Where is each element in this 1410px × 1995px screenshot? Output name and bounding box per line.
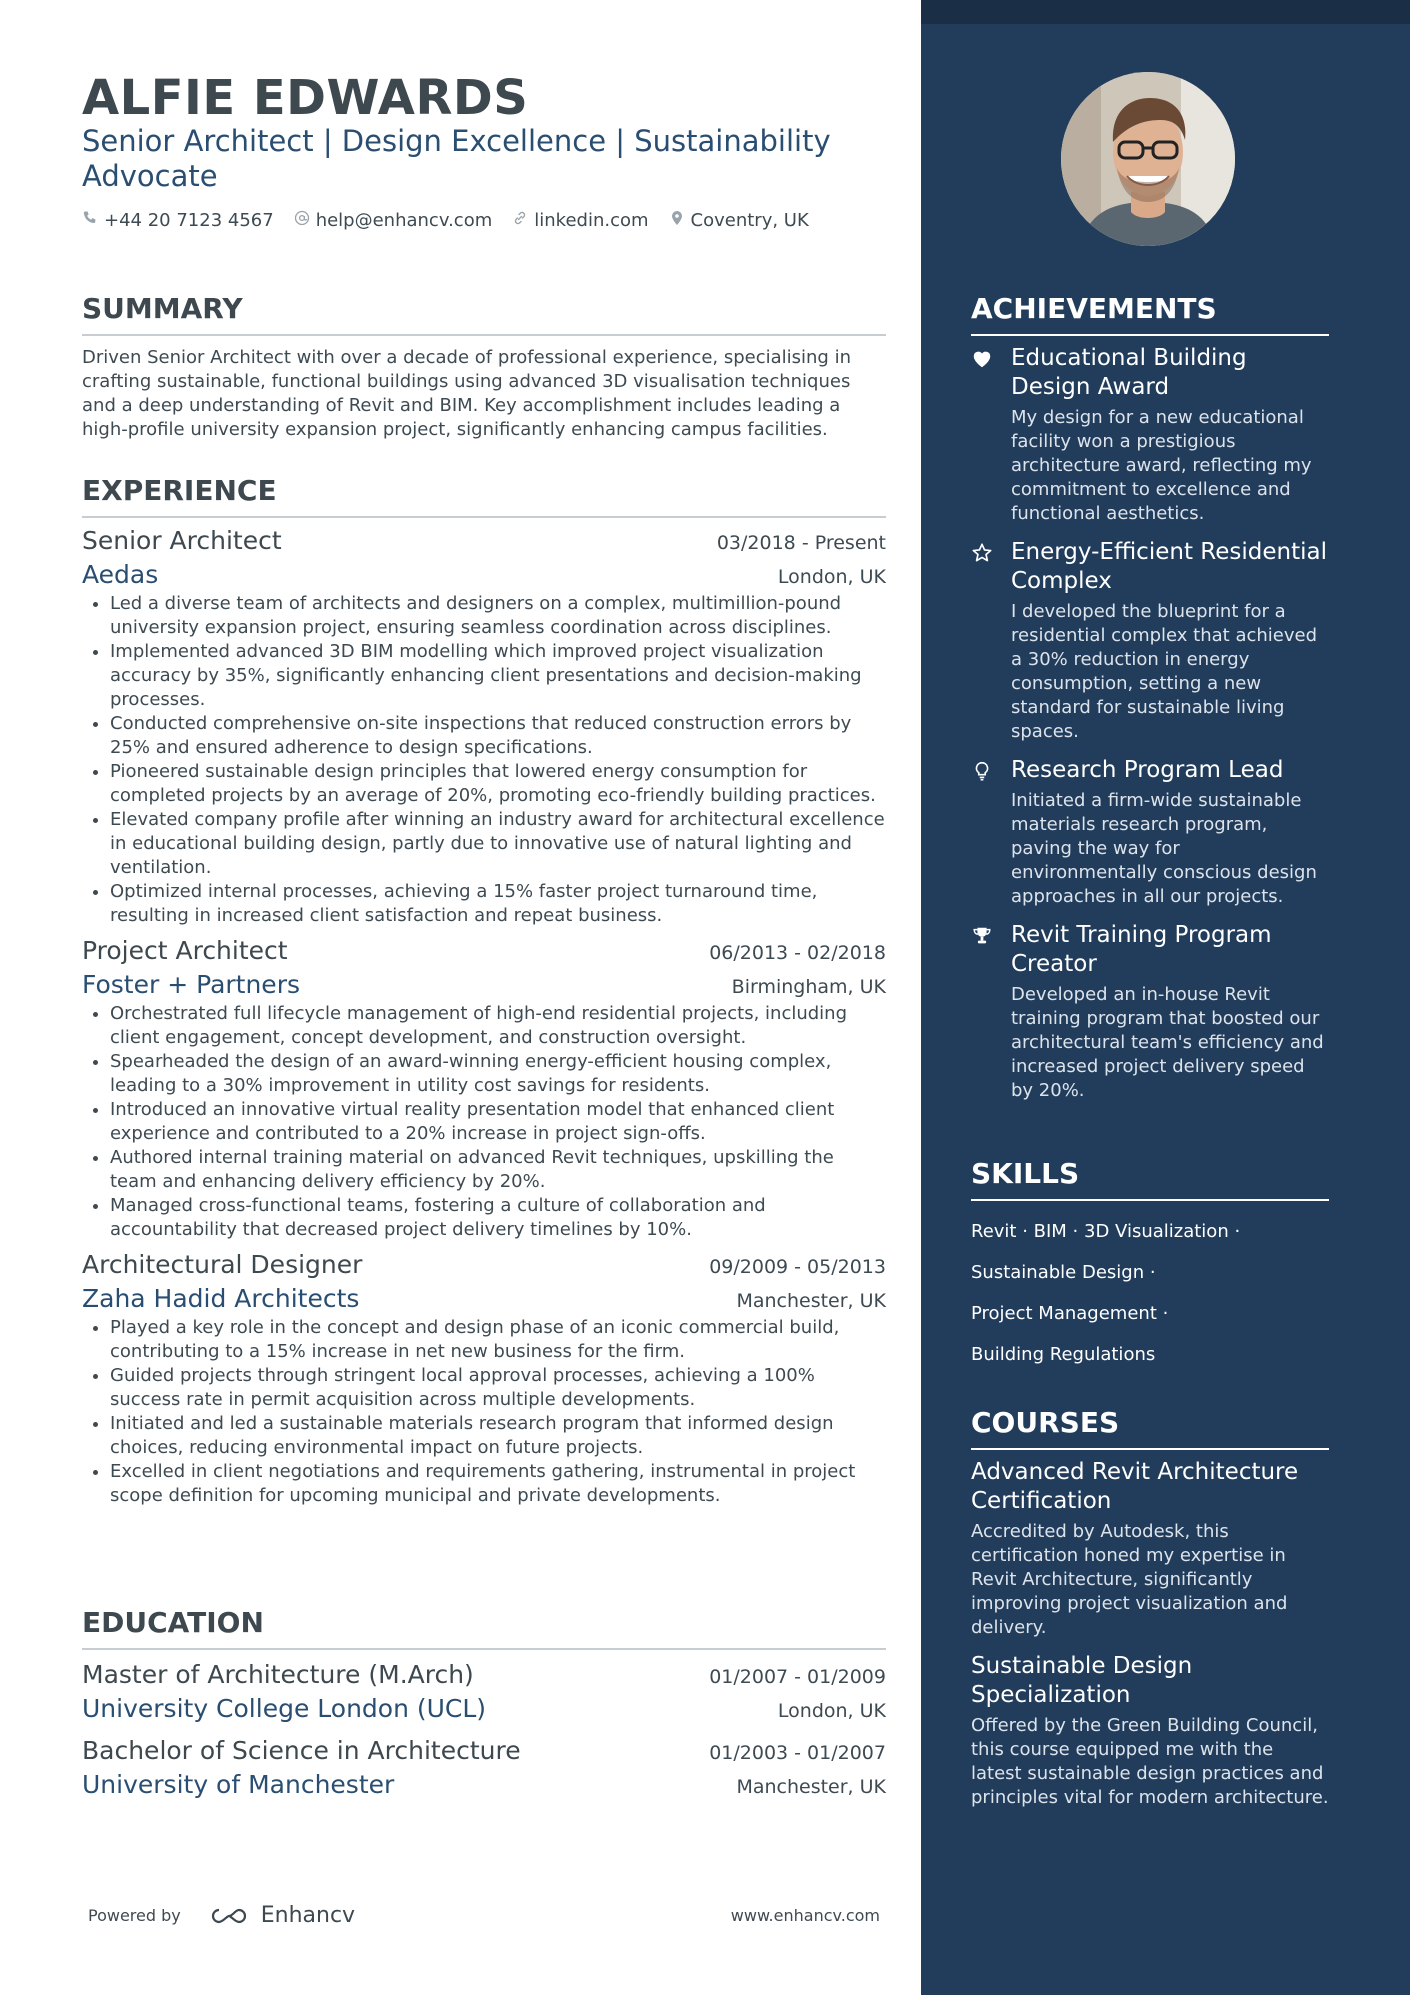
- job-bullets: [82, 1002, 886, 1242]
- job-location: Birmingham, UK: [731, 976, 886, 998]
- enhancv-logo[interactable]: [205, 1903, 355, 1928]
- sidebar: [921, 0, 1410, 1995]
- job-bullets: [82, 592, 886, 928]
- course-item: [971, 1458, 1329, 1640]
- sidebar-top-bar: [921, 0, 1410, 24]
- achievement-item: [971, 344, 1329, 526]
- courses-section: [971, 1406, 1329, 1810]
- skill-line: Project Management ·: [971, 1303, 1169, 1324]
- job-bullet: • Implemented advanced 3D BIM modelling which improved project visualization accuracy by 35%, significantly enhancing client presentations and decision-making processes.: [110, 640, 886, 712]
- job-bullet: • Authored internal training material on advanced Revit techniques, upskilling the team and enhancing delivery efficiency by 20%.: [110, 1146, 886, 1194]
- powered-by-label: Powered by: [88, 1906, 181, 1925]
- summary-text: Driven Senior Architect with over a decade of professional experience, specialising in crafting sustainable, functional buildings using advanced 3D visualisation techniques and a deep understanding of Revit and BIM. Key accomplishment includes leading a high-profile university expansion project, significantly enhancing campus facilities.: [82, 347, 851, 440]
- education-title: EDUCATION: [82, 1606, 886, 1650]
- job-dates: 06/2013 - 02/2018: [709, 942, 886, 964]
- experience-section: [82, 474, 886, 1508]
- course-item: [971, 1652, 1329, 1810]
- achievements-section: [971, 292, 1329, 1103]
- job-title: Senior Architect: [82, 526, 282, 555]
- achievement-title: Energy-Efficient Residential Complex: [1011, 539, 1327, 594]
- job-bullet: • Initiated and led a sustainable materials research program that informed design choices, reducing environmental impact on future projects.: [110, 1412, 886, 1460]
- education-dates: 01/2003 - 01/2007: [709, 1742, 886, 1764]
- enhancv-logo-icon: [205, 1904, 253, 1928]
- achievement-description: Initiated a firm-wide sustainable materials research program, paving the way for environmentally conscious design approaches in all our projects.: [1011, 790, 1317, 907]
- email-text: help@enhancv.com: [315, 210, 493, 231]
- location-pin-icon: [669, 210, 685, 231]
- job-bullet: • Managed cross-functional teams, fostering a culture of collaboration and accountability that decreased project delivery timelines by 10%.: [110, 1194, 886, 1242]
- job-title: Project Architect: [82, 936, 288, 965]
- company-name: Aedas: [82, 560, 159, 589]
- summary-section: [82, 292, 886, 442]
- job-dates: 09/2009 - 05/2013: [709, 1256, 886, 1278]
- linkedin-text: linkedin.com: [534, 210, 649, 231]
- achievements-title: ACHIEVEMENTS: [971, 292, 1329, 336]
- degree: Bachelor of Science in Architecture: [82, 1736, 521, 1765]
- school-name: University College London (UCL): [82, 1694, 487, 1723]
- job-entry: [82, 524, 886, 928]
- job-bullet: • Led a diverse team of architects and designers on a complex, multimillion-pound university expansion project, ensuring seamless coordination across disciplines.: [110, 592, 886, 640]
- powered-by: [88, 1903, 355, 1928]
- job-bullet: • Guided projects through stringent local approval processes, achieving a 100% success rate in permit acquisition across multiple developments.: [110, 1364, 886, 1412]
- courses-title: COURSES: [971, 1406, 1329, 1450]
- contact-email[interactable]: [294, 210, 493, 231]
- school-location: London, UK: [777, 1700, 886, 1722]
- job-bullet: • Pioneered sustainable design principles that lowered energy consumption for completed projects by an average of 20%, promoting eco-friendly building practices.: [110, 760, 886, 808]
- footer: [88, 1903, 880, 1928]
- candidate-name: ALFIE EDWARDS: [82, 70, 529, 126]
- job-entry: [82, 934, 886, 1242]
- company-name: Foster + Partners: [82, 970, 300, 999]
- skill-line: Building Regulations: [971, 1344, 1156, 1365]
- job-bullet: • Orchestrated full lifecycle management of high-end residential projects, including client engagement, concept development, and construction oversight.: [110, 1002, 886, 1050]
- course-description: Offered by the Green Building Council, this course equipped me with the latest sustainable design practices and principles vital for modern architecture.: [971, 1715, 1329, 1808]
- contact-location: [669, 210, 809, 231]
- degree: Master of Architecture (M.Arch): [82, 1660, 474, 1689]
- trophy-icon: [971, 921, 997, 1103]
- job-dates: 03/2018 - Present: [716, 532, 886, 554]
- achievement-title: Revit Training Program Creator: [1011, 922, 1272, 977]
- course-title: Sustainable Design Specialization: [971, 1653, 1193, 1708]
- course-description: Accredited by Autodesk, this certification honed my expertise in Revit Architecture, significantly improving project visualization and delivery.: [971, 1521, 1288, 1638]
- skills-section: [971, 1157, 1329, 1375]
- education-entry: [82, 1658, 886, 1726]
- education-entry: [82, 1734, 886, 1802]
- job-bullet: • Excelled in client negotiations and requirements gathering, instrumental in project scope definition for upcoming municipal and private developments.: [110, 1460, 886, 1508]
- headline: Senior Architect | Design Excellence | Sustainability Advocate: [82, 124, 831, 193]
- location-text: Coventry, UK: [690, 210, 809, 231]
- company-name: Zaha Hadid Architects: [82, 1284, 360, 1313]
- skill-line: Sustainable Design ·: [971, 1262, 1156, 1283]
- achievement-description: My design for a new educational facility won a prestigious architecture award, reflecting my commitment to excellence and functional aesthetics.: [1011, 407, 1312, 524]
- job-bullet: • Conducted comprehensive on-site inspections that reduced construction errors by 25% and ensured adherence to design specifications.: [110, 712, 886, 760]
- job-bullet: • Optimized internal processes, achieving a 15% faster project turnaround time, resulting in increased client satisfaction and repeat business.: [110, 880, 886, 928]
- course-title: Advanced Revit Architecture Certification: [971, 1459, 1299, 1514]
- job-title: Architectural Designer: [82, 1250, 363, 1279]
- job-bullet: • Played a key role in the concept and design phase of an iconic commercial build, contributing to a 15% increase in net new business for the firm.: [110, 1316, 886, 1364]
- achievement-description: I developed the blueprint for a residential complex that achieved a 30% reduction in energy consumption, setting a new standard for sustainable living spaces.: [1011, 601, 1318, 742]
- at-icon: [294, 210, 310, 231]
- link-icon: [512, 210, 528, 231]
- phone-icon: [82, 210, 98, 231]
- achievement-title: Research Program Lead: [1011, 757, 1284, 783]
- job-location: Manchester, UK: [736, 1290, 886, 1312]
- experience-title: EXPERIENCE: [82, 474, 886, 518]
- school-name: University of Manchester: [82, 1770, 395, 1799]
- skills-title: SKILLS: [971, 1157, 1329, 1201]
- achievement-item: [971, 538, 1329, 744]
- achievement-item: [971, 921, 1329, 1103]
- contact-phone[interactable]: [82, 210, 274, 231]
- job-bullets: [82, 1316, 886, 1508]
- star-icon: [971, 538, 997, 744]
- education-section: [82, 1606, 886, 1802]
- contact-linkedin[interactable]: [512, 210, 648, 231]
- job-bullet: • Introduced an innovative virtual reality presentation model that enhanced client experience and contributed to a 20% increase in project sign-offs.: [110, 1098, 886, 1146]
- profile-photo: [1061, 72, 1235, 246]
- school-location: Manchester, UK: [736, 1776, 886, 1798]
- job-location: London, UK: [777, 566, 886, 588]
- skills-list: [971, 1211, 1329, 1375]
- achievement-item: [971, 756, 1329, 909]
- phone-text: +44 20 7123 4567: [104, 210, 274, 231]
- job-bullet: • Elevated company profile after winning an industry award for architectural excellence in educational building design, partly due to innovative use of natural lighting and ventilation.: [110, 808, 886, 880]
- job-bullet: • Spearheaded the design of an award-winning energy-efficient housing complex, leading to a 30% improvement in utility cost savings for residents.: [110, 1050, 886, 1098]
- website-link[interactable]: www.enhancv.com: [730, 1906, 880, 1925]
- brand-name: Enhancv: [260, 1903, 356, 1928]
- summary-title: SUMMARY: [82, 292, 886, 336]
- job-entry: [82, 1248, 886, 1508]
- lightbulb-icon: [971, 756, 997, 909]
- heart-icon: [971, 344, 997, 526]
- education-dates: 01/2007 - 01/2009: [709, 1666, 886, 1688]
- achievement-title: Educational Building Design Award: [1011, 345, 1247, 400]
- skill-line: Revit · BIM · 3D Visualization ·: [971, 1221, 1241, 1242]
- contact-bar: [82, 210, 809, 231]
- achievement-description: Developed an in-house Revit training program that boosted our architectural team's efficiency and increased project delivery speed by 20%.: [1011, 984, 1324, 1101]
